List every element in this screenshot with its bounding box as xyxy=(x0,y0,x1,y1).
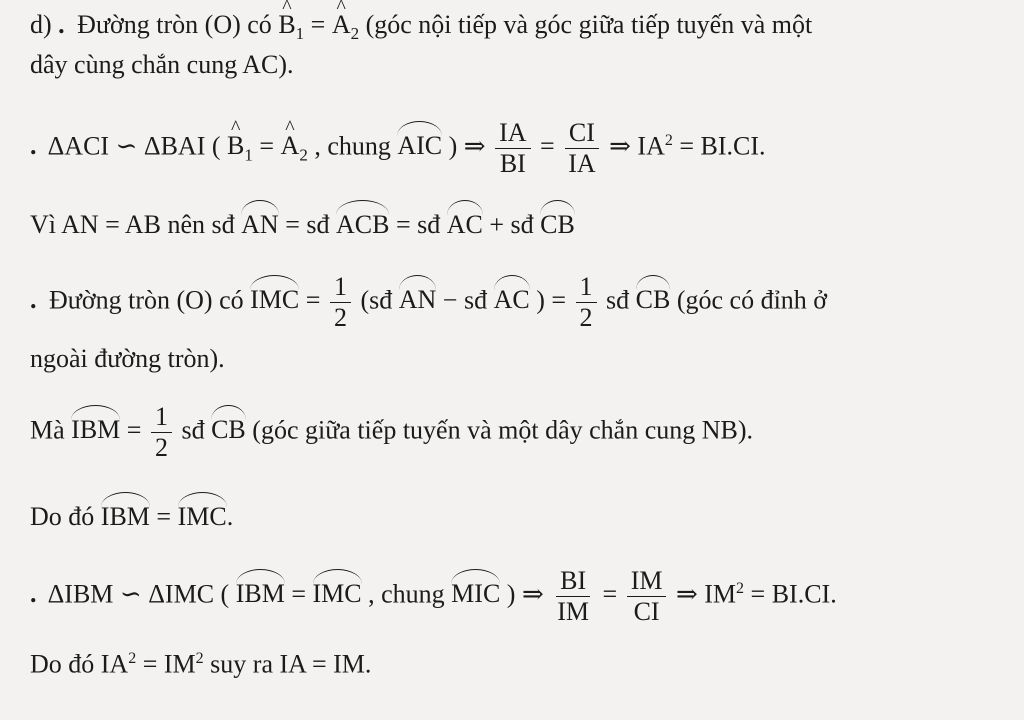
arc-label: IBM xyxy=(236,569,285,611)
line-4 xyxy=(30,200,575,242)
arc-label: IMC xyxy=(250,275,299,317)
text: Mà xyxy=(30,415,65,445)
text: = IM xyxy=(142,649,196,679)
text: , chung xyxy=(368,579,445,609)
arc-label: AN xyxy=(241,200,279,242)
angle-b1: ^ B xyxy=(227,129,244,163)
text: = BI.CI. xyxy=(679,131,766,161)
subscript: 2 xyxy=(350,24,360,44)
subscript: 2 xyxy=(299,145,308,165)
equals: = xyxy=(540,131,555,161)
equals: = xyxy=(310,10,326,39)
fraction: $\frac{1}{2}$ xyxy=(330,272,351,333)
arc-label: AC xyxy=(494,275,530,317)
text: ngoài đường tròn). xyxy=(30,344,225,373)
subscript: 1 xyxy=(295,24,305,44)
line-2 xyxy=(30,48,294,82)
text: (sđ xyxy=(360,285,393,315)
bullet: . xyxy=(30,285,37,315)
line-6 xyxy=(30,342,225,376)
fraction: $\frac{IA}{BI}$ xyxy=(495,118,530,179)
text: = sđ xyxy=(285,210,330,239)
line-7 xyxy=(30,402,753,463)
fraction: $\frac{CI}{IA}$ xyxy=(564,118,599,179)
fraction: $\frac{1}{2}$ xyxy=(576,272,597,333)
line-10 xyxy=(30,642,371,682)
text: = BI.CI. xyxy=(750,579,837,609)
superscript: 2 xyxy=(195,650,204,667)
text: ΔACI ∽ ΔBAI ( xyxy=(47,131,221,161)
text: Vì AN = AB nên sđ xyxy=(30,210,235,239)
text: Do đó xyxy=(30,502,95,531)
superscript: 2 xyxy=(664,131,673,149)
fraction: $\frac{IM}{CI}$ xyxy=(627,566,667,627)
bullet: . xyxy=(30,131,37,161)
equals: = xyxy=(291,579,306,609)
line-8 xyxy=(30,492,233,534)
text: dây cùng chắn cung AC). xyxy=(30,50,294,79)
fraction: $\frac{BI}{IM}$ xyxy=(557,566,590,626)
equals: = xyxy=(126,415,142,445)
text: suy ra IA = IM. xyxy=(210,649,372,679)
text: Do đó IA xyxy=(30,649,129,679)
text: ) = xyxy=(536,285,567,315)
angle-a2: ^ A xyxy=(281,129,300,163)
text: , chung xyxy=(314,131,391,161)
arc-label: CB xyxy=(540,200,575,242)
text: ) ⇒ xyxy=(448,131,486,161)
fraction: $\frac{1}{2}$ xyxy=(151,402,172,463)
line-9 xyxy=(30,566,837,627)
line-1 xyxy=(30,8,812,51)
arc-label: IMC xyxy=(178,492,227,534)
text: (góc giữa tiếp tuyến và một dây chắn cung NB). xyxy=(252,415,754,445)
text: = sđ xyxy=(395,210,441,239)
angle-b1: ^ B xyxy=(278,8,295,42)
text: sđ xyxy=(181,415,205,445)
text: ⇒ IA xyxy=(609,131,665,161)
arc-label: CB xyxy=(636,275,671,317)
equals: = xyxy=(602,579,618,609)
text: ΔIBM ∽ ΔIMC ( xyxy=(47,579,230,609)
text: Đường tròn (O) có xyxy=(49,285,244,315)
arc-label: CB xyxy=(211,405,246,447)
arc-label: AIC xyxy=(397,121,442,163)
bullet: . xyxy=(30,579,37,609)
line-5 xyxy=(30,272,827,333)
text: (góc có đỉnh ở xyxy=(676,285,828,315)
equals: = xyxy=(156,502,172,531)
superscript: 2 xyxy=(128,650,137,667)
subscript: 1 xyxy=(244,145,253,165)
text: ⇒ IM xyxy=(675,579,737,609)
arc-label: AN xyxy=(399,275,437,317)
angle-a2: ^ A xyxy=(332,8,351,42)
arc-label: AC xyxy=(447,200,483,242)
arc-label: MIC xyxy=(451,569,500,611)
text: Đường tròn (O) có xyxy=(77,10,272,39)
text: + sđ xyxy=(489,210,534,239)
line-3 xyxy=(30,118,766,179)
text: (góc nội tiếp và góc giữa tiếp tuyến và một xyxy=(365,10,813,39)
equals: = xyxy=(305,285,321,315)
text: . xyxy=(226,502,234,531)
arc-label: IBM xyxy=(71,405,120,447)
text: sđ xyxy=(606,285,630,315)
equals: = xyxy=(259,131,275,161)
arc-label: ACB xyxy=(336,200,389,242)
arc-label: IMC xyxy=(313,569,362,611)
text: ) ⇒ xyxy=(506,579,544,609)
bullet: . xyxy=(58,10,65,39)
superscript: 2 xyxy=(736,579,745,597)
text: − sđ xyxy=(442,285,488,315)
part-label: d) xyxy=(30,10,52,39)
arc-label: IBM xyxy=(101,492,150,534)
